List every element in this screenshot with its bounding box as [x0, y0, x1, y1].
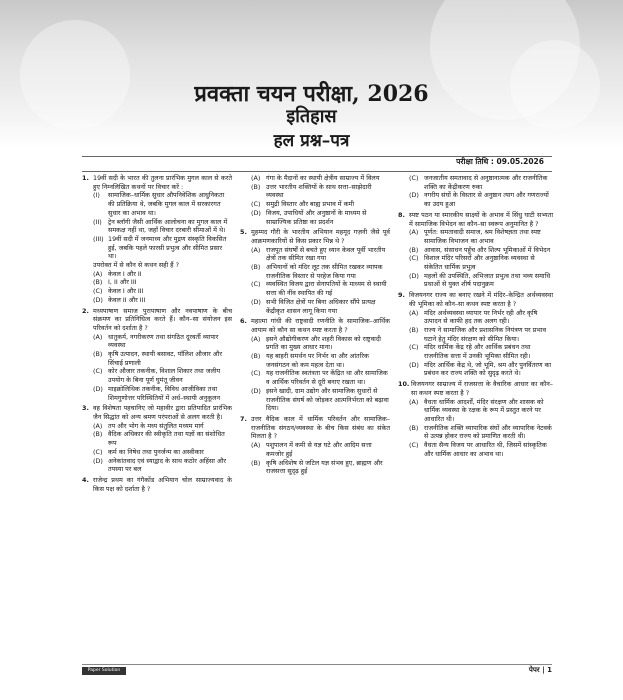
option-c: [409, 343, 553, 360]
option-text: अनेकांतवाद एवं स्याद्वाद के साथ कठोर अहिंसा और तपस्या पर बल: [108, 456, 227, 474]
question-text: विजयनगर साम्राज्य में राजसत्ता के वैचारिक आधार का कौन–सा कथन स्पष्ट करता है ?: [411, 380, 553, 397]
statement-label: (I): [93, 191, 100, 200]
option-label: (C): [251, 280, 261, 289]
option-text: वैधता धार्मिक आदर्शों, मंदिर संरक्षण और शासक को धार्मिक व्यवस्था के रक्षक के रूप में प्रस्तुत करने पर आधारित थी।: [424, 397, 544, 423]
option-text: तप और भोग के मध्य संतुलित मध्यम मार्ग: [108, 421, 204, 430]
option-label: (B): [251, 263, 261, 272]
option-label: (D): [251, 297, 261, 306]
option-label: (C): [409, 254, 419, 263]
option-text: राजपूत संघर्षों से बचते हुए ध्यान केवल पूर्वी भारतीय क्षेत्रों तक सीमित रखा गया: [266, 245, 386, 263]
option-text: I, II और III: [108, 278, 137, 287]
question-text: मध्यपाषाण समाज पुरापाषाण और नवपाषाण के बीच संक्रमण का प्रतिनिधित्व करते हैं। कौन–सा संयोजन इस परिवर्तन को दर्शाता है ?: [93, 306, 232, 332]
option-label: (C): [93, 447, 103, 456]
option-text: कृषि अधिशेष से जटिल यज्ञ संभव हुए, ब्राह्मण और राजसत्ता सुदृढ़ हुई: [266, 458, 383, 476]
question-number: 10.: [398, 380, 410, 389]
column-1: [82, 174, 232, 495]
option-c: [251, 369, 390, 386]
option-text: अभियानों को मंदिर लूट तक सीमित रखकर व्यापक राजनीतिक विस्तार से परहेज किया गया: [266, 263, 383, 280]
option-label: (A): [251, 174, 261, 182]
option-b: [251, 459, 390, 476]
option-label: (A): [409, 308, 419, 317]
exam-date: परीक्षा तिथि : 09.05.2026: [456, 157, 544, 166]
option-d: [251, 298, 390, 315]
question-text: उत्तर वैदिक काल में धार्मिक परिवर्तन और सामाजिक–राजनीतिक संगठन/व्यवस्था के बीच किस संबंध का संकेत मिलता है ?: [251, 414, 390, 441]
option-text: महलों की उपस्थिति, अभिजात प्रभुत्व तथा भव्य समाधि प्रथाओं से युक्त शीर्ष पदानुक्रम: [424, 271, 551, 289]
question-text: राजेन्द्र प्रथम का गंगैकोंड अभियान चोल साम्राज्यवाद के किस पक्ष को दर्शाता है ?: [93, 475, 232, 493]
option-label: (C): [251, 369, 261, 378]
question-number: 7.: [240, 414, 247, 423]
question-text: 19वीं सदी के भारत की तुलना प्रारंभिक मुगल काल से करते हुए निम्नलिखित कथनों पर विचार करें :: [93, 174, 232, 191]
option-label: (D): [409, 191, 419, 200]
column-2: [240, 174, 390, 478]
option-label: (D): [93, 384, 103, 393]
option-b: [93, 350, 232, 367]
option-label: (B): [251, 352, 261, 361]
option-label: (A): [93, 421, 103, 430]
option-label: (D): [251, 208, 261, 217]
option-d: [93, 296, 232, 305]
option-label: (D): [409, 360, 419, 369]
option-text: मंदिर धार्मिक केंद्र रहे और आर्थिक प्रबंधन तथा राजनीतिक सत्ता में उनकी भूमिका सीमित रही।: [424, 343, 531, 361]
option-label: (C): [409, 343, 419, 352]
option-text: कृषि उत्पादन, स्थायी बसावट, पॉलिश औजार और सिंचाई प्रणाली: [108, 350, 222, 367]
option-label: (A): [251, 245, 261, 254]
question-1: [82, 174, 232, 305]
option-label: (B): [409, 325, 419, 334]
option-text: विजय, उपाधियों और अनुष्ठानों के माध्यम से साम्राज्यिक प्रतिष्ठा का प्रदर्शन: [266, 208, 367, 226]
option-text: विशाल मंदिर परिसरों और अनुष्ठानिक व्यवस्था से संकेतित धार्मिक प्रभुत्व: [424, 254, 535, 272]
question-number: 9.: [398, 291, 405, 300]
option-text: इसने खादी, ग्राम उद्योग और सामाजिक सुधारों से राजनीतिक संघर्ष को जोड़कर आत्मनिर्भरता को बढ़ावा दिया।: [266, 386, 389, 413]
question-prompt: उपरोक्त में से कौन से कथन सही हैं ?: [93, 261, 179, 270]
option-label: (A): [409, 228, 419, 237]
option-c: [93, 367, 232, 384]
header-banner: [0, 0, 623, 148]
question-text: स्पष्ट पठन या स्मारकीय साक्ष्यों के अभाव में सिंधु घाटी सभ्यता में सामाजिक विभेदन का कौन–सा स्वरूप अनुमानित है ?: [409, 210, 553, 228]
question-7: [240, 415, 390, 476]
question-number: 8.: [398, 210, 405, 219]
option-text: केवल I और II: [108, 269, 142, 278]
option-label: (B): [93, 350, 103, 359]
option-label: (C): [93, 287, 103, 296]
option-label: (B): [93, 430, 103, 439]
option-a: [409, 398, 553, 424]
question-10: [398, 380, 553, 458]
option-d: [409, 191, 553, 208]
question-5: [240, 228, 390, 315]
option-text: पशुपालन में कमी से यज्ञ घटे और आदिम सत्ता कमजोर हुई: [266, 441, 372, 458]
option-label: (D): [93, 456, 103, 465]
option-b: [251, 263, 390, 280]
statement-label: (II): [93, 217, 102, 226]
option-text: केवल I और III: [108, 287, 144, 296]
paper-type: हल प्रश्न–पत्र: [273, 131, 350, 148]
option-a: [251, 441, 390, 458]
option-c: [409, 441, 553, 458]
option-label: (B): [409, 423, 419, 432]
date-bar: [82, 156, 552, 172]
question-6: [240, 317, 390, 413]
option-label: (A): [93, 332, 103, 341]
option-d: [409, 272, 553, 289]
option-label: (C): [93, 367, 103, 376]
option-text: सभी विजित क्षेत्रों पर बिना अधिकार सौंपे प्रत्यक्ष केंद्रीकृत शासन लागू किया गया: [266, 297, 376, 315]
option-b: [409, 326, 553, 343]
option-label: (A): [409, 397, 419, 406]
question-text: महात्मा गांधी की राष्ट्रवादी रणनीति के सामाजिक–आर्थिक आयाम को कौन सा कथन स्पष्ट करता है ?: [251, 317, 390, 334]
option-label: (A): [251, 334, 261, 343]
page-label: पेपर: [528, 666, 540, 674]
option-text: नगरीय संघों के विस्तार से अनुष्ठान त्याग और गणराज्यों का उदय हुआ: [424, 191, 549, 209]
question-text: मुहम्मद गौरी के भारतीय अभियान महमूद गज़नी जैसे पूर्व आक्रमणकारियों से किस प्रकार भिन्न थे ?: [251, 228, 390, 245]
column-3: [398, 174, 553, 461]
question-9: [398, 291, 553, 378]
statement-text: सामाजिक–धार्मिक सुधार औपनिवेशिक आधुनिकता की प्रतिक्रिया थे, जबकि मुगल काल में सरकारगत सुधार का अभाव था।: [108, 191, 225, 217]
option-text: आवास, संसाधन पहुँच और शिल्प भूमिकाओं में विभेदन: [424, 245, 551, 254]
option-label: (C): [251, 200, 261, 209]
option-text: वैधता सैन्य विजय पर आधारित थी, जिसमें सांस्कृतिक और धार्मिक आधार का अभाव था।: [424, 441, 547, 458]
option-a: [93, 270, 232, 279]
option-c: [251, 280, 390, 297]
option-label: (B): [93, 278, 103, 287]
option-text: मंदिर आर्थिक केंद्र थे, जो भूमि, श्रम और पुनर्वितरण का प्रबंधन कर राज्य शक्ति को सुदृढ़ करते थे।: [424, 360, 552, 378]
question-4: [82, 476, 232, 493]
option-label: (B): [251, 458, 261, 467]
option-label: (C): [409, 174, 419, 182]
option-text: समुद्री विस्तार और बाह्य प्रभाव में कमी: [266, 200, 355, 209]
option-text: केवल II और III: [108, 295, 146, 304]
option-b: [93, 278, 232, 287]
option-text: मंदिर अर्थव्यवस्था व्यापार पर निर्भर रही और कृषि उत्पादन से काफी हद तक अलग रही।: [424, 308, 538, 326]
question-text: वह विशेषता पहचानिए जो महावीर द्वारा प्रतिपादित प्रारंभिक जैन सिद्धांत को अन्य श्रमण परंपराओं से अलग करती है।: [93, 404, 232, 421]
option-c: [409, 174, 553, 191]
publisher-logo: Paper Solution Bengal: [82, 667, 126, 675]
exam-title: प्रवक्ता चयन परीक्षा, 2026: [194, 81, 429, 107]
option-b: [251, 352, 390, 369]
option-text: जनजातीय समतावाद से अनुष्ठानात्मक और राजनीतिक शक्ति का केंद्रीकरण रुका: [424, 174, 548, 191]
option-label: (B): [251, 182, 261, 191]
option-a: [93, 422, 232, 431]
page-separator: |: [542, 666, 545, 674]
option-c: [251, 200, 390, 209]
question-number: 5.: [240, 228, 247, 237]
option-text: कोर औजार तकनीक, विशाल शिकार तथा जलीय उपयोग के बिना पूर्ण घुमंतू जीवन: [108, 367, 221, 385]
question-number: 2.: [82, 306, 89, 315]
option-a: [251, 246, 390, 263]
option-text: उत्तर भारतीय शक्तियों के साथ सत्ता–साझेदारी व्यवस्था: [266, 182, 372, 200]
option-d: [251, 387, 390, 413]
option-label: (A): [93, 269, 103, 278]
page-number: 1: [547, 666, 552, 674]
option-d: [251, 209, 390, 226]
option-text: व्यवस्थित विजय द्वारा सेनापतियों के माध्यम से स्थायी सत्ता की नींव स्थापित की गई: [266, 280, 387, 298]
subject-title: इतिहास: [286, 106, 337, 127]
question-number: 6.: [240, 317, 247, 326]
question-number: 3.: [82, 404, 89, 413]
option-text: यह बाहरी समर्थन पर निर्भर था और आंतरिक जनसंगठन को कम महत्व देता था।: [266, 352, 369, 369]
option-text: माइक्रोलिथिक तकनीक, विविध आजीविका तथा शिमगुणोत्तर परिस्थितियों में अर्ध–स्थायी अनुकूलन: [108, 384, 221, 402]
option-a: [251, 335, 390, 352]
option-label: (C): [409, 441, 419, 450]
option-c: [93, 448, 232, 457]
option-text: राज्य ने सामाजिक और प्रशासनिक नियंत्रण पर प्रभाव घटाने हेतु मंदिर संरक्षण को सीमित किया।: [424, 325, 547, 343]
question-2: [82, 307, 232, 403]
question-8: [398, 211, 553, 289]
option-c: [93, 287, 232, 296]
option-text: वैदिक अधिकार की स्वीकृति तथा यज्ञों का संशोधित रूप: [108, 430, 225, 448]
question-7-options: [398, 174, 553, 209]
option-a: [251, 174, 390, 183]
page-info: [529, 666, 552, 675]
question-3: [82, 404, 232, 474]
statement-label: (III): [93, 234, 104, 243]
question-text: विजयनगर राज्य का बनाए रखने में मंदिर–केन्द्रित अर्थव्यवस्था की भूमिका को कौन–सा कथन स्पष्ट करता है ?: [409, 291, 553, 308]
option-label: (A): [251, 441, 261, 450]
statement: [93, 218, 232, 235]
question-number: 4.: [82, 475, 89, 484]
option-text: यह राजनीतिक स्वतंत्रता पर केंद्रित था और सामाजिक व आर्थिक परिवर्तन से दूरी बनाए रखता था।: [266, 369, 388, 387]
option-d: [409, 361, 553, 378]
statement-text: 19वीं सदी में जनमाध्य और मुद्रण संस्कृति विकसित हुई, जबकि पहले फारसी प्रभुत्व और सीमित प्रसार था।: [108, 234, 227, 261]
option-a: [409, 309, 553, 326]
option-a: [409, 228, 553, 245]
option-d: [93, 385, 232, 402]
question-number: 1.: [82, 174, 89, 182]
option-label: (B): [409, 245, 419, 254]
option-b: [93, 430, 232, 447]
option-label: (D): [93, 295, 103, 304]
option-b: [251, 183, 390, 200]
option-text: राजनीतिक शक्ति व्यापारिक संघों और व्यापारिक नेटवर्क से उत्पन्न होकर राज्य को प्रमाणित करती थी।: [424, 423, 552, 441]
option-label: (D): [409, 271, 419, 280]
statement-text: ट्रेन ब्लॉगी जैसी आर्थिक आलोचना का मुगल काल में समकक्ष नहीं था, जहाँ विचार दरबारी सीमाओं में थे।: [108, 217, 228, 235]
option-text: कर्म का निषेध तथा पुनर्जन्म का अस्वीकार: [108, 447, 204, 456]
option-c: [409, 254, 553, 271]
option-b: [409, 246, 553, 255]
option-text: इसने औद्योगीकरण और शहरी विकास को राष्ट्रवादी प्रगति का मुख्य आधार माना।: [266, 334, 381, 352]
question-4-options: [240, 174, 390, 226]
option-text: पूर्णत: समतावादी समाज, श्रम विशेषज्ञता तथा स्पष्ट सामाजिक विभाजन का अभाव: [424, 228, 541, 245]
page-footer: [82, 664, 552, 681]
option-label: (D): [251, 386, 261, 395]
option-text: धातुकर्म, नगरीकरण तथा संगठित दूरवर्ती व्यापार व्यवस्था: [108, 332, 219, 350]
option-text: गंगा के मैदानों का स्थायी क्षेत्रीय साम्राज्य में विलय: [266, 174, 380, 182]
option-b: [409, 424, 553, 441]
statement: [93, 235, 232, 261]
statement: [93, 191, 232, 217]
option-a: [93, 333, 232, 350]
option-d: [93, 457, 232, 474]
